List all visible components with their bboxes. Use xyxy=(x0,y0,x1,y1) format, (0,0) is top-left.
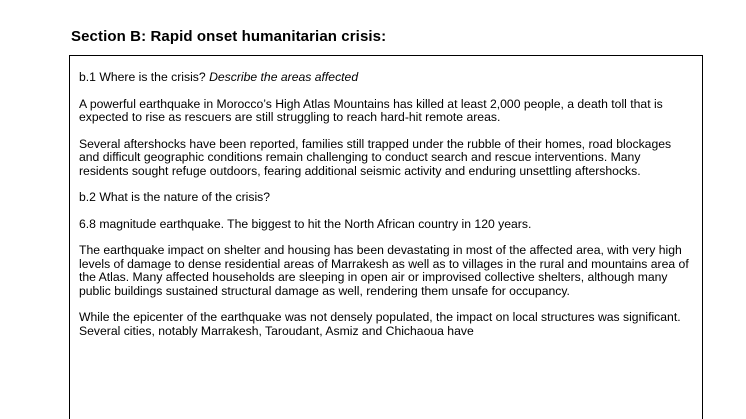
paragraph-death-toll: A powerful earthquake in Morocco’s High Atlas Mountains has killed at least 2,000 people, a death toll that is expected to rise as rescuers are still struggling to reach hard-hit remote areas. xyxy=(79,96,663,124)
section-title: Section B: Rapid onset humanitarian crisis: xyxy=(71,28,387,45)
question-b1-label: b.1 Where is the crisis? xyxy=(79,70,206,84)
crisis-description-box xyxy=(69,55,703,419)
paragraph-shelter-impact: The earthquake impact on shelter and housing has been devastating in most of the affected area, with very high levels of damage to dense residential areas of Marrakesh as well as to villages in the rural and mountains area of the Atlas. Many affected households are sleeping in open air or improvised collective shelters, although many public buildings sustained structural damage as well, rendering them unsafe for occupancy. xyxy=(79,243,689,298)
question-b1-hint: Describe the areas affected xyxy=(209,70,359,84)
paragraph-aftershocks: Several aftershocks have been reported, families still trapped under the rubble of their homes, road blockages and difficult geographic conditions remain challenging to conduct search and rescue interventions. Many residents sought refuge outdoors, fearing additional seismic activity and enduring unsettling aftershocks. xyxy=(79,136,672,178)
question-b1 xyxy=(79,71,692,85)
question-b2: b.2 What is the nature of the crisis? xyxy=(79,190,271,204)
paragraph-epicenter: While the epicenter of the earthquake was not densely populated, the impact on local structures was significant. Several cities, notably Marrakesh, Taroudant, Asmiz and Chichaoua have xyxy=(79,310,681,338)
paragraph-magnitude: 6.8 magnitude earthquake. The biggest to hit the North African country in 120 years. xyxy=(79,216,532,231)
